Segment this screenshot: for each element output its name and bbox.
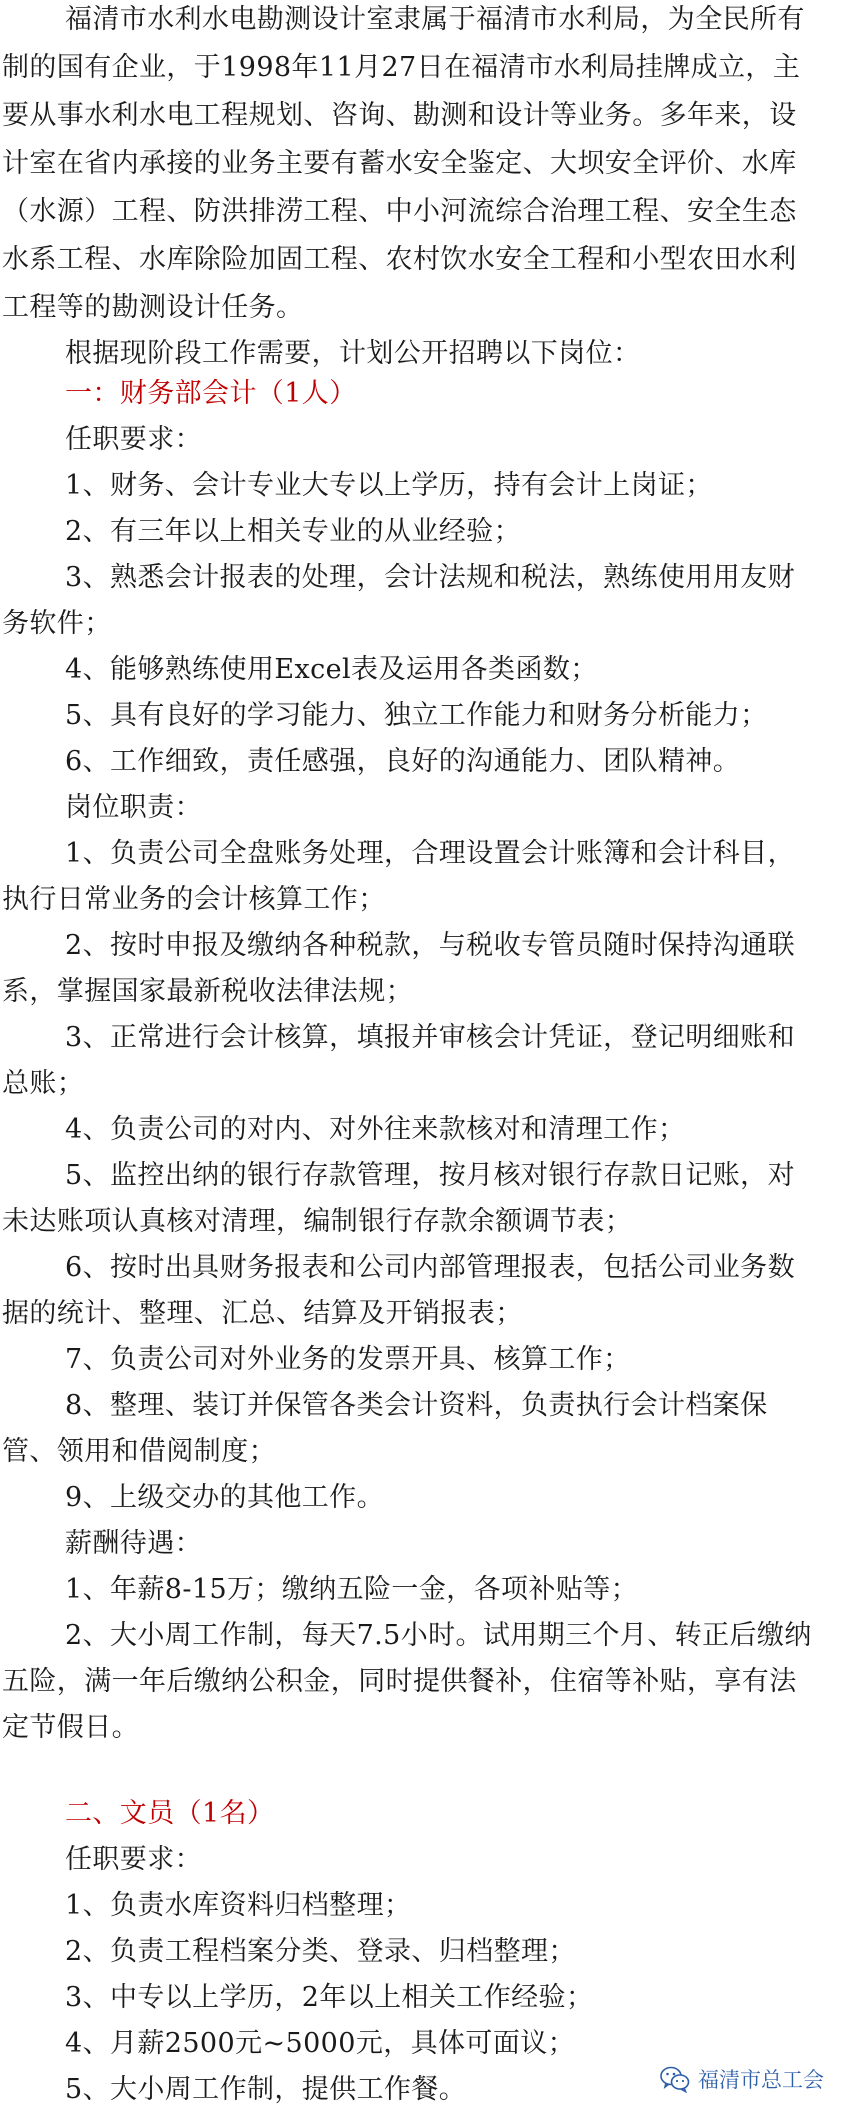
- text-line: 总账；: [2, 1068, 85, 1099]
- text-line: 岗位职责：: [65, 792, 202, 823]
- text-line: 4、能够熟练使用Excel表及运用各类函数；: [65, 654, 598, 685]
- text-line: 5、大小周工作制，提供工作餐。: [65, 2074, 467, 2105]
- watermark: [660, 2062, 824, 2096]
- text-line: 福清市水利水电勘测设计室隶属于福清市水利局，为全民所有: [65, 4, 805, 35]
- text-line: 未达账项认真核对清理，编制银行存款余额调节表；: [2, 1206, 633, 1237]
- text-line: 工程等的勘测设计任务。: [2, 292, 304, 323]
- text-line: 五险，满一年后缴纳公积金，同时提供餐补，住宿等补贴，享有法: [2, 1666, 797, 1697]
- text-line: 9、上级交办的其他工作。: [65, 1482, 384, 1513]
- text-line: 1、年薪8-15万；缴纳五险一金，各项补贴等；: [65, 1574, 639, 1605]
- text-line: 5、监控出纳的银行存款管理，按月核对银行存款日记账，对: [65, 1160, 795, 1191]
- text-line: 8、整理、装订并保管各类会计资料，负责执行会计档案保: [65, 1390, 768, 1421]
- text-line: 3、正常进行会计核算，填报并审核会计凭证，登记明细账和: [65, 1022, 795, 1053]
- text-line: 计室在省内承接的业务主要有蓄水安全鉴定、大坝安全评价、水库: [2, 148, 797, 179]
- text-line: 管、领用和借阅制度；: [2, 1436, 276, 1467]
- text-line: 3、熟悉会计报表的处理，会计法规和税法，熟练使用用友财: [65, 562, 795, 593]
- watermark-text: 福清市总工会: [698, 2068, 824, 2092]
- text-line: 任职要求：: [65, 424, 202, 455]
- text-line: 1、负责公司全盘账务处理，合理设置会计账簿和会计科目，: [65, 838, 795, 869]
- text-line: 3、中专以上学历，2年以上相关工作经验；: [65, 1982, 594, 2013]
- text-line: 制的国有企业，于1998年11月27日在福清市水利局挂牌成立，主: [2, 52, 801, 83]
- text-line: 根据现阶段工作需要，计划公开招聘以下岗位：: [65, 338, 641, 369]
- section-heading: 一：财务部会计（1人）: [65, 378, 357, 409]
- text-line: 务软件；: [2, 608, 112, 639]
- text-line: 1、负责水库资料归档整理；: [65, 1890, 412, 1921]
- text-line: 薪酬待遇：: [65, 1528, 202, 1559]
- section-heading: 二、文员（1名）: [65, 1798, 275, 1829]
- text-line: 任职要求：: [65, 1844, 202, 1875]
- text-line: 6、工作细致，责任感强，良好的沟通能力、团队精神。: [65, 746, 741, 777]
- text-line: 4、负责公司的对内、对外往来款核对和清理工作；: [65, 1114, 686, 1145]
- text-line: 5、具有良好的学习能力、独立工作能力和财务分析能力；: [65, 700, 768, 731]
- text-line: 2、大小周工作制，每天7.5小时。试用期三个月、转正后缴纳: [65, 1620, 812, 1651]
- text-line: 要从事水利水电工程规划、咨询、勘测和设计等业务。多年来，设: [2, 100, 797, 131]
- text-line: 1、财务、会计专业大专以上学历，持有会计上岗证；: [65, 470, 713, 501]
- text-line: 据的统计、整理、汇总、结算及开销报表；: [2, 1298, 523, 1329]
- text-line: 6、按时出具财务报表和公司内部管理报表，包括公司业务数: [65, 1252, 795, 1283]
- text-line: （水源）工程、防洪排涝工程、中小河流综合治理工程、安全生态: [2, 196, 797, 227]
- text-line: 系，掌握国家最新税收法律法规；: [2, 976, 413, 1007]
- wechat-icon: [660, 2065, 690, 2093]
- text-line: 7、负责公司对外业务的发票开具、核算工作；: [65, 1344, 631, 1375]
- text-line: 定节假日。: [2, 1712, 139, 1743]
- text-line: 2、有三年以上相关专业的从业经验；: [65, 516, 521, 547]
- text-line: 水系工程、水库除险加固工程、农村饮水安全工程和小型农田水利: [2, 244, 797, 275]
- text-line: 4、月薪2500元~5000元，具体可面议；: [65, 2028, 576, 2059]
- text-line: 2、按时申报及缴纳各种税款，与税收专管员随时保持沟通联: [65, 930, 795, 961]
- text-line: 执行日常业务的会计核算工作；: [2, 884, 386, 915]
- text-line: 2、负责工程档案分类、登录、归档整理；: [65, 1936, 576, 1967]
